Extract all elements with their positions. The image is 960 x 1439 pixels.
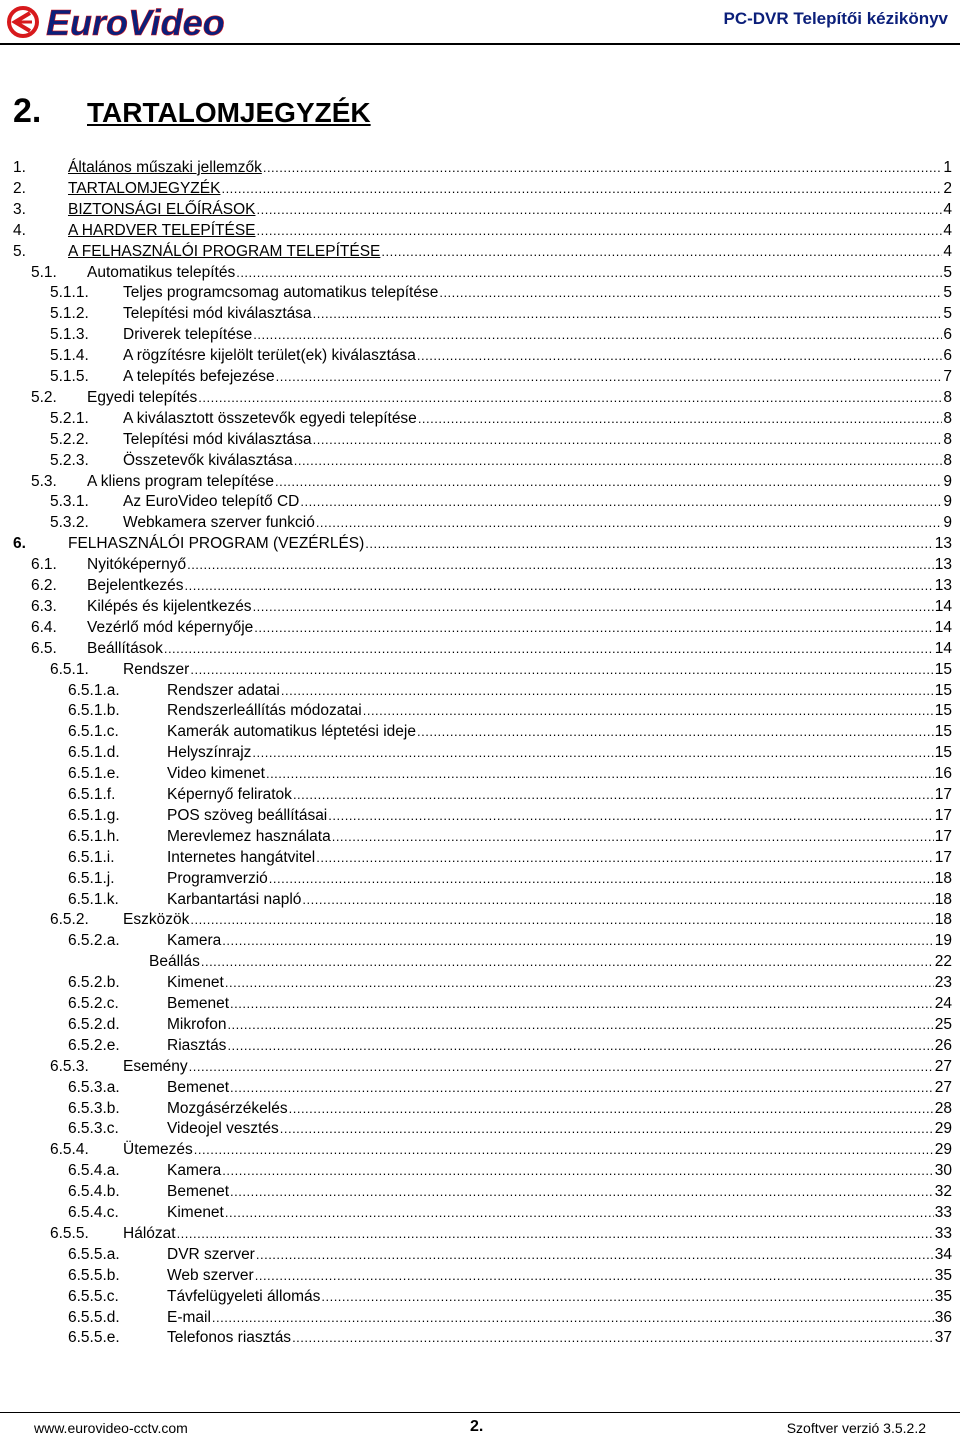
toc-entry-title: Mikrofon — [167, 1015, 227, 1033]
toc-leader-dots — [381, 242, 942, 261]
toc-entry-number: 6.5.2.e. — [68, 1036, 120, 1054]
toc-entry-number: 6.5.5.e. — [68, 1329, 120, 1347]
toc-entry[interactable] — [68, 1264, 952, 1285]
toc-entry-page: 33 — [934, 1204, 952, 1221]
toc-entry-title: Esemény — [123, 1057, 188, 1075]
toc-entry[interactable] — [31, 574, 952, 595]
toc-entry[interactable] — [68, 699, 952, 720]
toc-entry-page: 25 — [934, 1015, 952, 1033]
toc-entry[interactable] — [68, 804, 952, 825]
toc-entry-page: 8 — [943, 409, 952, 427]
toc-entry-number: 1. — [13, 159, 26, 176]
toc-leader-dots — [190, 660, 933, 679]
toc-entry[interactable] — [68, 825, 952, 846]
toc-leader-dots — [221, 179, 942, 198]
toc-entry[interactable] — [31, 595, 952, 616]
toc-entry-number: 6.5.3.a. — [68, 1078, 120, 1096]
toc-leader-dots — [281, 681, 934, 700]
toc-leader-dots — [230, 1182, 934, 1201]
toc-entry[interactable] — [68, 1013, 952, 1034]
toc-entry-number: 6.5.2. — [50, 911, 89, 929]
toc-entry[interactable] — [68, 929, 952, 950]
toc-leader-dots — [225, 973, 934, 992]
toc-entry-number: 6.1. — [31, 556, 57, 574]
toc-entry-page: 5 — [943, 284, 952, 302]
toc-entry-page: 2 — [943, 179, 952, 197]
toc-leader-dots — [164, 639, 934, 658]
toc-entry-title: Kilépés és kijelentkezés — [87, 597, 252, 615]
toc-entry-title: Nyitóképernyő — [87, 556, 187, 574]
toc-entry[interactable] — [50, 658, 952, 679]
toc-entry-page: 17 — [934, 848, 952, 866]
toc-entry-title: Bemenet — [167, 1183, 230, 1201]
toc-entry[interactable] — [68, 1159, 952, 1180]
toc-entry-number: 6.5.3. — [50, 1057, 89, 1075]
toc-entry[interactable] — [31, 637, 952, 658]
toc-entry[interactable] — [50, 1055, 952, 1076]
toc-entry-page: 17 — [934, 786, 952, 803]
toc-leader-dots — [225, 1203, 934, 1222]
toc-entry-title: Driverek telepítése — [123, 326, 253, 344]
toc-entry-page: 36 — [934, 1308, 952, 1326]
toc-entry-title: Merevlemez használata — [167, 827, 331, 845]
toc-entry-title: TARTALOMJEGYZÉK — [68, 179, 221, 197]
toc-entry[interactable] — [68, 1034, 952, 1055]
toc-entry-title: Vezérlő mód képernyője — [87, 618, 254, 636]
toc-leader-dots — [194, 1140, 934, 1159]
toc-entry-page: 29 — [934, 1141, 952, 1159]
toc-entry-number: 6.5.1.h. — [68, 827, 120, 845]
toc-entry-number: 6.5.1.e. — [68, 765, 120, 783]
toc-entry-title: A HARDVER TELEPÍTÉSE — [68, 221, 256, 239]
toc-entry[interactable] — [68, 846, 952, 867]
toc-entry-page: 28 — [934, 1099, 952, 1117]
toc-entry-number: 6.5.1.f. — [68, 786, 116, 803]
toc-entry-page: 13 — [934, 535, 952, 553]
toc-entry-number: 6.5.5.c. — [68, 1287, 119, 1305]
toc-entry-number: 6.3. — [31, 597, 57, 615]
toc-entry-number: 5.2. — [31, 388, 57, 406]
toc-entry-number: 6.5.2.c. — [68, 995, 119, 1012]
toc-entry-number: 5. — [13, 242, 26, 260]
toc-entry-number: 6.5.4.b. — [68, 1183, 120, 1201]
toc-entry-number: 5.1. — [31, 263, 57, 281]
footer-version: Szoftver verzió 3.5.2.2 — [786, 1420, 926, 1436]
toc-entry-title: A kiválasztott összetevők egyedi telepítése — [123, 409, 417, 427]
toc-leader-dots — [263, 158, 943, 177]
toc-entry-title: Távfelügyeleti állomás — [167, 1287, 321, 1305]
toc-entry-number: 6.5.2.b. — [68, 974, 120, 992]
toc-leader-dots — [256, 1245, 934, 1264]
toc-entry[interactable] — [31, 553, 952, 574]
page-header — [0, 0, 960, 46]
toc-entry[interactable] — [68, 741, 952, 762]
toc-entry-title: Telepítési mód kiválasztása — [123, 305, 312, 323]
toc-entry[interactable] — [68, 1201, 952, 1222]
toc-entry-page: 15 — [934, 681, 952, 699]
toc-entry-page: 26 — [934, 1036, 952, 1054]
toc-entry[interactable] — [13, 198, 952, 219]
toc-entry-title: Bemenet — [167, 995, 230, 1012]
toc-entry-title: Kamera — [167, 932, 222, 950]
toc-entry-title: BIZTONSÁGI ELŐÍRÁSOK — [68, 200, 256, 218]
toc-entry-page: 27 — [934, 1057, 952, 1075]
svg-text:EuroVideo: EuroVideo — [46, 2, 225, 42]
toc-entry-number: 6.5.5.b. — [68, 1266, 120, 1284]
toc-leader-dots — [212, 1308, 934, 1327]
toc-leader-dots — [332, 827, 934, 846]
toc-entry-page: 14 — [934, 597, 952, 615]
toc-entry-number: 6.5.5.a. — [68, 1245, 120, 1263]
toc-entry[interactable] — [31, 386, 952, 407]
toc-entry-page: 15 — [934, 702, 952, 720]
toc-entry-title: E-mail — [167, 1308, 211, 1326]
toc-entry-number: 6.5.1.j. — [68, 869, 115, 887]
toc-entry-page: 18 — [934, 911, 952, 929]
toc-entry-page: 32 — [934, 1183, 952, 1201]
toc-entry-page: 34 — [934, 1245, 952, 1263]
toc-entry-title: Internetes hangátvitel — [167, 848, 316, 866]
toc-entry-page: 8 — [943, 388, 952, 406]
toc-entry-title: Beállás — [149, 953, 200, 971]
toc-leader-dots — [417, 722, 934, 741]
toc-entry-title: Képernyő feliratok — [167, 786, 292, 803]
toc-entry-title: Bejelentkezés — [87, 577, 184, 594]
toc-leader-dots — [316, 848, 934, 867]
toc-entry-number: 6.5.3.c. — [68, 1120, 119, 1138]
toc-entry[interactable] — [50, 908, 952, 929]
toc-entry-page: 35 — [934, 1287, 952, 1305]
toc-entry-title: Egyedi telepítés — [87, 388, 198, 406]
toc-entry-number: 6.5.4.c. — [68, 1204, 119, 1221]
toc-leader-dots — [293, 785, 934, 804]
toc-entry-page: 8 — [943, 430, 952, 448]
toc-entry-title: Karbantartási napló — [167, 890, 302, 908]
toc-entry-number: 6.5.2.d. — [68, 1015, 120, 1033]
toc-leader-dots — [230, 1078, 934, 1097]
toc-leader-dots — [185, 576, 934, 595]
document-title: PC-DVR Telepítői kézikönyv — [723, 9, 948, 28]
toc-entry-page: 4 — [943, 242, 952, 260]
toc-entry[interactable] — [50, 323, 952, 344]
toc-entry-number: 5.1.4. — [50, 347, 89, 365]
toc-entry[interactable] — [50, 449, 952, 470]
toc-entry-title: Riasztás — [167, 1036, 227, 1054]
toc-entry[interactable] — [68, 992, 952, 1013]
toc-entry-title: Helyszínrajz — [167, 744, 252, 762]
toc-entry-page: 18 — [934, 890, 952, 908]
toc-entry-title: Webkamera szerver funkció — [123, 514, 315, 532]
toc-leader-dots — [300, 492, 942, 511]
toc-entry-page: 15 — [934, 723, 952, 741]
toc-entry[interactable] — [68, 950, 952, 971]
toc-entry-title: Telepítési mód kiválasztása — [123, 430, 312, 448]
toc-leader-dots — [269, 869, 934, 888]
toc-entry[interactable] — [68, 1326, 952, 1347]
toc-entry[interactable] — [50, 302, 952, 323]
toc-entry[interactable] — [68, 1076, 952, 1097]
toc-entry[interactable] — [68, 971, 952, 992]
toc-leader-dots — [294, 451, 943, 470]
toc-entry-title: Általános műszaki jellemzők — [68, 159, 262, 176]
toc-leader-dots — [313, 304, 943, 323]
toc-entry-page: 35 — [934, 1266, 952, 1284]
toc-leader-dots — [227, 1015, 933, 1034]
toc-entry-title: A rögzítésre kijelölt terület(ek) kiválasztása — [123, 347, 416, 365]
toc-entry-page: 19 — [934, 932, 952, 950]
toc-entry[interactable] — [68, 720, 952, 741]
toc-leader-dots — [363, 701, 934, 720]
toc-entry-number: 4. — [13, 221, 26, 239]
toc-entry-title: POS szöveg beállításai — [167, 806, 328, 824]
toc-entry-number: 6.2. — [31, 577, 57, 594]
toc-entry[interactable] — [68, 888, 952, 909]
toc-entry-page: 4 — [943, 221, 952, 239]
toc-entry-page: 9 — [943, 472, 952, 490]
section-heading — [13, 92, 371, 140]
toc-entry-number: 5.1.5. — [50, 368, 89, 385]
toc-entry[interactable] — [68, 1285, 952, 1306]
toc-entry-page: 7 — [943, 368, 952, 385]
toc-entry-title: A telepítés befejezése — [123, 368, 275, 385]
toc-entry-page: 8 — [943, 451, 952, 469]
toc-entry[interactable] — [50, 1222, 952, 1243]
toc-entry-number: 6.5.5. — [50, 1224, 89, 1242]
toc-entry[interactable] — [50, 490, 952, 511]
toc-leader-dots — [417, 346, 942, 365]
toc-entry-number: 6.5.4.a. — [68, 1162, 120, 1180]
toc-entry-title: A kliens program telepítése — [87, 472, 274, 490]
toc-entry-number: 5.3. — [31, 472, 57, 490]
toc-entry-title: Telefonos riasztás — [167, 1329, 292, 1347]
toc-entry[interactable] — [50, 1138, 952, 1159]
toc-entry-number: 6.5.5.d. — [68, 1308, 120, 1326]
toc-entry-page: 13 — [934, 577, 952, 594]
toc-entry[interactable] — [50, 365, 952, 386]
toc-leader-dots — [253, 325, 942, 344]
toc-entry-page: 17 — [934, 806, 952, 824]
toc-leader-dots — [292, 1328, 934, 1347]
toc-entry-number: 5.2.2. — [50, 430, 89, 448]
toc-leader-dots — [255, 1266, 934, 1285]
toc-entry-page: 13 — [934, 556, 952, 574]
toc-entry-page: 17 — [934, 827, 952, 845]
eurovideo-logo — [6, 2, 336, 42]
toc-entry-page: 5 — [943, 263, 952, 281]
toc-leader-dots — [257, 221, 943, 240]
toc-entry-title: Ütemezés — [123, 1141, 193, 1159]
toc-entry-page: 29 — [934, 1120, 952, 1138]
toc-leader-dots — [177, 1224, 934, 1243]
toc-entry[interactable] — [13, 177, 952, 198]
toc-entry[interactable] — [68, 1243, 952, 1264]
toc-entry-number: 5.3.2. — [50, 514, 89, 532]
toc-entry[interactable] — [50, 344, 952, 365]
toc-leader-dots — [236, 263, 942, 282]
toc-entry-number: 6.5.1. — [50, 660, 89, 678]
toc-leader-dots — [198, 388, 942, 407]
toc-entry-page: 24 — [934, 995, 952, 1012]
toc-entry[interactable] — [68, 1117, 952, 1138]
toc-entry-number: 2. — [13, 179, 26, 197]
toc-entry-title: FELHASZNÁLÓI PROGRAM (VEZÉRLÉS) — [68, 535, 365, 553]
toc-leader-dots — [189, 1057, 934, 1076]
toc-leader-dots — [253, 597, 934, 616]
toc-leader-dots — [328, 806, 933, 825]
toc-entry-page: 14 — [934, 618, 952, 636]
toc-entry-number: 6.5.1.i. — [68, 848, 115, 866]
toc-entry-page: 33 — [934, 1224, 952, 1242]
toc-leader-dots — [418, 409, 943, 428]
toc-entry-number: 5.3.1. — [50, 493, 89, 511]
toc-entry-number: 6.5.1.c. — [68, 723, 119, 741]
toc-entry-number: 6. — [13, 535, 26, 553]
section-title: TARTALOMJEGYZÉK — [87, 97, 371, 128]
toc-entry-title: DVR szerver — [167, 1245, 255, 1263]
toc-entry-title: Teljes programcsomag automatikus telepítése — [123, 284, 439, 302]
toc-entry-page: 15 — [934, 660, 952, 678]
toc-leader-dots — [321, 1287, 933, 1306]
toc-entry-title: Kamerák automatikus léptetési ideje — [167, 723, 416, 741]
footer-divider — [0, 1412, 960, 1413]
toc-entry-number: 3. — [13, 200, 26, 218]
toc-entry-title: Automatikus telepítés — [87, 263, 236, 281]
toc-entry-title: Mozgásérzékelés — [167, 1099, 288, 1117]
toc-entry-title: Összetevők kiválasztása — [123, 451, 293, 469]
toc-entry-number: 5.2.3. — [50, 451, 89, 469]
toc-leader-dots — [252, 743, 933, 762]
toc-leader-dots — [276, 367, 943, 386]
toc-entry-page: 5 — [943, 305, 952, 323]
toc-leader-dots — [227, 1036, 933, 1055]
toc-entry-title: Kimenet — [167, 974, 224, 992]
toc-entry[interactable] — [68, 1180, 952, 1201]
toc-entry-title: Bemenet — [167, 1078, 230, 1096]
toc-entry-number: 6.5.4. — [50, 1141, 89, 1159]
toc-entry-title: Kamera — [167, 1162, 222, 1180]
toc-entry-number: 6.5.3.b. — [68, 1099, 120, 1117]
toc-entry-number: 5.1.3. — [50, 326, 89, 344]
toc-entry-title: Video kimenet — [167, 765, 265, 783]
toc-entry-page: 27 — [934, 1078, 952, 1096]
toc-leader-dots — [187, 555, 934, 574]
toc-entry[interactable] — [31, 261, 952, 282]
toc-entry-number: 6.5. — [31, 639, 57, 657]
toc-entry-page: 14 — [934, 639, 952, 657]
toc-leader-dots — [201, 952, 934, 971]
toc-entry-title: Hálózat — [123, 1224, 176, 1242]
toc-entry-title: Beállítások — [87, 639, 163, 657]
toc-leader-dots — [266, 764, 934, 783]
toc-entry-title: Web szerver — [167, 1266, 254, 1284]
toc-entry[interactable] — [50, 511, 952, 532]
toc-entry-page: 37 — [934, 1329, 952, 1347]
toc-entry-number: 5.1.2. — [50, 305, 89, 323]
toc-entry-title: Eszközök — [123, 911, 190, 929]
toc-leader-dots — [222, 931, 933, 950]
toc-entry[interactable] — [13, 240, 952, 261]
toc-entry-page: 9 — [943, 493, 952, 511]
toc-leader-dots — [190, 910, 933, 929]
toc-entry-page: 6 — [943, 347, 952, 365]
toc-entry-title: Rendszer adatai — [167, 681, 280, 699]
toc-entry[interactable] — [31, 470, 952, 491]
toc-entry-page: 6 — [943, 326, 952, 344]
toc-entry-number: 6.5.1.a. — [68, 681, 120, 699]
toc-leader-dots — [230, 994, 934, 1013]
toc-entry-number: 6.5.1.g. — [68, 806, 120, 824]
toc-entry[interactable] — [68, 1306, 952, 1327]
toc-entry-number: 5.1.1. — [50, 284, 89, 302]
toc-leader-dots — [302, 890, 933, 909]
toc-entry-page: 18 — [934, 869, 952, 887]
toc-entry-page: 9 — [943, 514, 952, 532]
toc-entry-page: 4 — [943, 200, 952, 218]
toc-entry[interactable] — [50, 428, 952, 449]
toc-entry-title: Kimenet — [167, 1204, 224, 1221]
toc-entry-number: 6.4. — [31, 618, 57, 636]
toc-entry-title: Rendszer — [123, 660, 190, 678]
toc-entry[interactable] — [68, 762, 952, 783]
toc-entry-number: 6.5.1.b. — [68, 702, 120, 720]
toc-entry[interactable] — [13, 219, 952, 240]
toc-entry-title: Programverzió — [167, 869, 268, 887]
toc-entry-title: A FELHASZNÁLÓI PROGRAM TELEPÍTÉSE — [68, 242, 381, 260]
toc-entry-title: Az EuroVideo telepítő CD — [123, 493, 300, 511]
footer-website: www.eurovideo-cctv.com — [34, 1420, 188, 1436]
toc-entry-title: Videojel vesztés — [167, 1120, 279, 1138]
toc-leader-dots — [365, 534, 933, 553]
toc-leader-dots — [289, 1099, 934, 1118]
toc-entry-page: 1 — [943, 159, 952, 176]
toc-entry[interactable] — [13, 156, 952, 177]
section-number: 2. — [13, 92, 42, 130]
toc-entry-page: 23 — [934, 974, 952, 992]
toc-leader-dots — [313, 430, 943, 449]
toc-entry-number: 6.5.1.k. — [68, 890, 119, 908]
toc-entry[interactable] — [31, 616, 952, 637]
toc-leader-dots — [254, 618, 933, 637]
toc-leader-dots — [222, 1161, 933, 1180]
toc-leader-dots — [275, 472, 942, 491]
toc-entry-number: 5.2.1. — [50, 409, 89, 427]
toc-entry-page: 30 — [934, 1162, 952, 1180]
toc-entry-number: 6.5.1.d. — [68, 744, 120, 762]
toc-entry[interactable] — [68, 679, 952, 700]
toc-leader-dots — [256, 200, 942, 219]
toc-entry[interactable] — [68, 783, 952, 804]
toc-leader-dots — [316, 513, 943, 532]
toc-entry-page: 16 — [934, 765, 952, 783]
toc-leader-dots — [439, 283, 942, 302]
toc-entry[interactable] — [13, 532, 952, 553]
toc-entry[interactable] — [68, 1097, 952, 1118]
toc-entry-page: 22 — [934, 953, 952, 971]
toc-entry[interactable] — [50, 281, 952, 302]
header-divider — [0, 43, 960, 45]
toc-leader-dots — [280, 1119, 934, 1138]
toc-entry-number: 6.5.2.a. — [68, 932, 120, 950]
toc-entry[interactable] — [50, 407, 952, 428]
toc-entry[interactable] — [68, 867, 952, 888]
toc-entry-page: 15 — [934, 744, 952, 762]
toc-entry-title: Rendszerleállítás módozatai — [167, 702, 362, 720]
footer-page-number: 2. — [470, 1418, 484, 1435]
